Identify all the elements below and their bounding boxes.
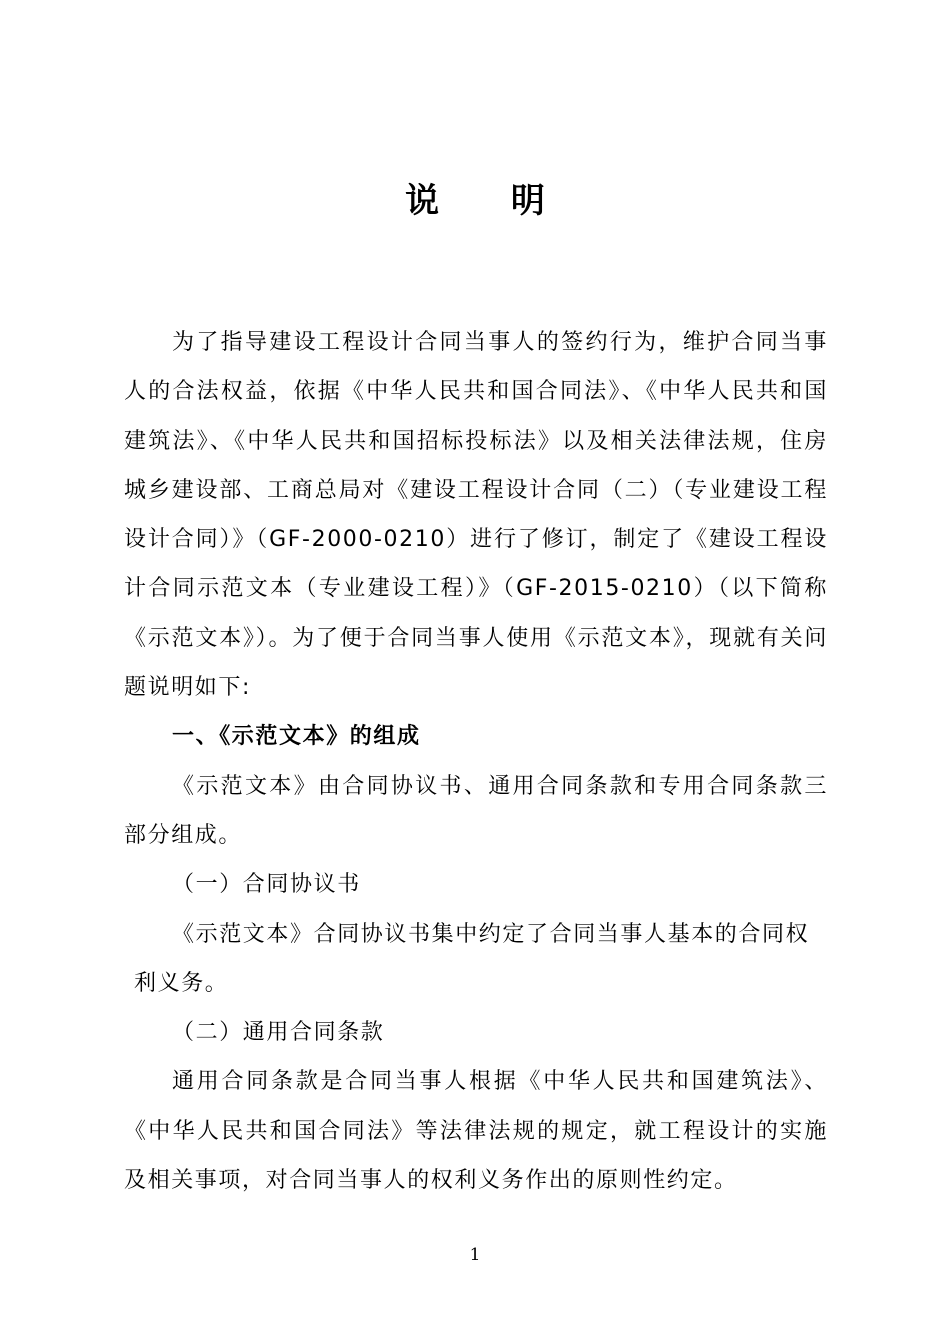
subheading-general-terms: （二）通用合同条款 — [172, 1020, 385, 1046]
agreement-paragraph: 《示范文本》合同协议书集中约定了合同当事人基本的合同权 — [172, 921, 810, 947]
general-terms-paragraph: 通用合同条款是合同当事人根据《中华人民共和国建筑法》、《中华人民共和国合同法》等法律法规的规定，就工程设计的实施及相关事项，对合同当事人的权利义务作出的原则性约定。 — [124, 1069, 828, 1194]
page-title: 说 明 — [405, 181, 575, 221]
document-body — [124, 318, 828, 1205]
composition-paragraph: 《示范文本》由合同协议书、通用合同条款和专用合同条款三部分组成。 — [124, 773, 828, 848]
agreement-paragraph-continued: 利义务。 — [134, 970, 229, 996]
section-heading-composition: 一、《示范文本》的组成 — [172, 724, 421, 750]
page-number: 1 — [469, 1245, 481, 1265]
intro-paragraph: 为了指导建设工程设计合同当事人的签约行为，维护合同当事人的合法权益，依据《中华人民共和国合同法》、《中华人民共和国建筑法》、《中华人民共和国招标投标法》以及相关法律法规，住房城乡建设部、工商总局对《建设工程设计合同（二）（专业建设工程设计合同）》（GF-2000-0210）进行了修订，制定了《建设工程设计合同示范文本（专业建设工程）》（GF-2015-0210）（以下简称《示范文本》）。为了便于合同当事人使用《示范文本》，现就有关问题说明如下: — [124, 330, 828, 701]
subheading-agreement: （一）合同协议书 — [172, 872, 361, 898]
